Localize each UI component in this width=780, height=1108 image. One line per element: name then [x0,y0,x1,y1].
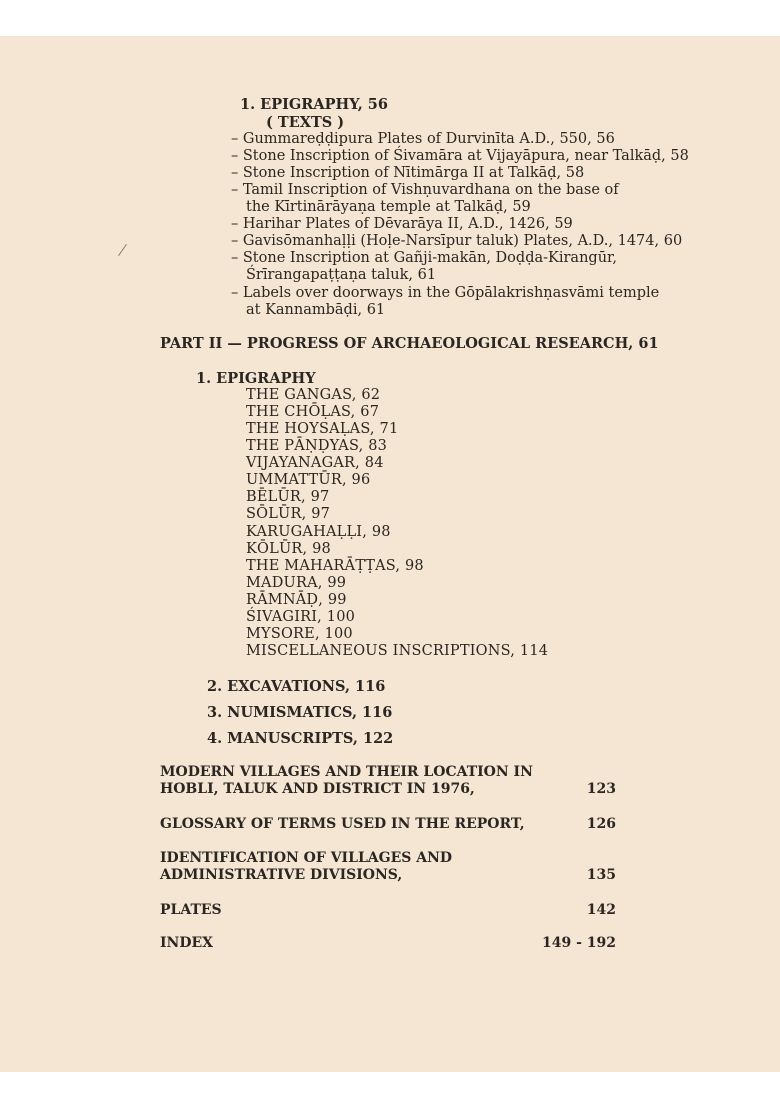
text-item: – Gavisōmanhaḷḷi (Hoḷe-Narsīpur taluk) Plates, A.D., 1474, 60 [231,233,683,249]
toc-index-page: 149 - 192 [541,935,616,951]
text-item: – Stone Inscription of Nītimārga II at Talkāḍ, 58 [231,165,585,181]
document-page [0,36,780,1072]
dynasty-entry: THE MAHARĀṬṬAS, 98 [246,558,424,574]
text-item: – Stone Inscription of Śivamāra at Vijayāpura, near Talkāḍ, 58 [231,148,689,164]
toc-modern-villages-page: 123 [586,781,616,797]
dynasty-entry: THE CHŌḶAS, 67 [246,404,380,420]
text-item-continuation: Śrīrangapaṭṭaṇa taluk, 61 [246,267,437,283]
part-two-heading: PART II — PROGRESS OF ARCHAEOLOGICAL RESEARCH, 61 [160,335,659,352]
section-excavations: 2. EXCAVATIONS, 116 [207,678,386,695]
toc-identification-line2: ADMINISTRATIVE DIVISIONS, [160,867,403,883]
dynasty-entry: THE GANGAS, 62 [246,387,381,403]
dynasty-entry: MYSORE, 100 [246,626,353,642]
toc-identification-line1: IDENTIFICATION OF VILLAGES AND [160,850,453,866]
toc-index: INDEX [160,935,214,951]
dynasty-entry: MISCELLANEOUS INSCRIPTIONS, 114 [246,643,549,659]
toc-modern-villages-line1: MODERN VILLAGES AND THEIR LOCATION IN [160,764,533,780]
dynasty-entry: VIJAYANAGAR, 84 [246,455,384,471]
text-item: – Gummareḍḍipura Plates of Durvinīta A.D., 550, 56 [231,131,615,147]
stray-pen-mark [118,244,127,256]
dynasty-entry: RĀMNĀḌ, 99 [246,592,347,608]
dynasty-entry: UMMATTŪR, 96 [246,472,371,488]
section-manuscripts: 4. MANUSCRIPTS, 122 [207,730,394,747]
toc-plates-page: 142 [586,902,616,918]
epigraphy-heading: 1. EPIGRAPHY [196,370,316,387]
toc-modern-villages-line2: HOBLI, TALUK AND DISTRICT IN 1976, [160,781,475,797]
text-item: – Stone Inscription at Gañji-makān, Doḍḍa-Kirangūr, [231,250,617,266]
dynasty-entry: MADURA, 99 [246,575,347,591]
dynasty-entry: THE PĀṆḌYAS, 83 [246,438,388,454]
toc-plates: PLATES [160,902,222,918]
toc-glossary-page: 126 [586,816,616,832]
dynasty-entry: THE HOYSAḶAS, 71 [246,421,399,437]
dynasty-entry: ŚIVAGIRI, 100 [246,609,356,625]
toc-identification-page: 135 [586,867,616,883]
dynasty-entry: KŌLŪR, 98 [246,541,331,557]
dynasty-entry: SŌLŪR, 97 [246,506,331,522]
dynasty-entry: BĒLŪR, 97 [246,489,330,505]
text-item: – Tamil Inscription of Vishṇuvardhana on the base of [231,182,619,198]
text-item: – Labels over doorways in the Gōpālakrishṇasvāmi temple [231,285,660,301]
section-numismatics: 3. NUMISMATICS, 116 [207,704,393,721]
dynasty-entry: KARUGAHAḶḶI, 98 [246,524,391,540]
text-item-continuation: the Kīrtinārāyaṇa temple at Talkāḍ, 59 [246,199,531,215]
texts-label: ( TEXTS ) [266,114,345,131]
text-item: – Harihar Plates of Dēvarāya II, A.D., 1426, 59 [231,216,573,232]
toc-glossary: GLOSSARY OF TERMS USED IN THE REPORT, [160,816,525,832]
epigraphy-texts-heading: 1. EPIGRAPHY, 56 [240,96,388,113]
text-item-continuation: at Kannambāḍi, 61 [246,302,386,318]
